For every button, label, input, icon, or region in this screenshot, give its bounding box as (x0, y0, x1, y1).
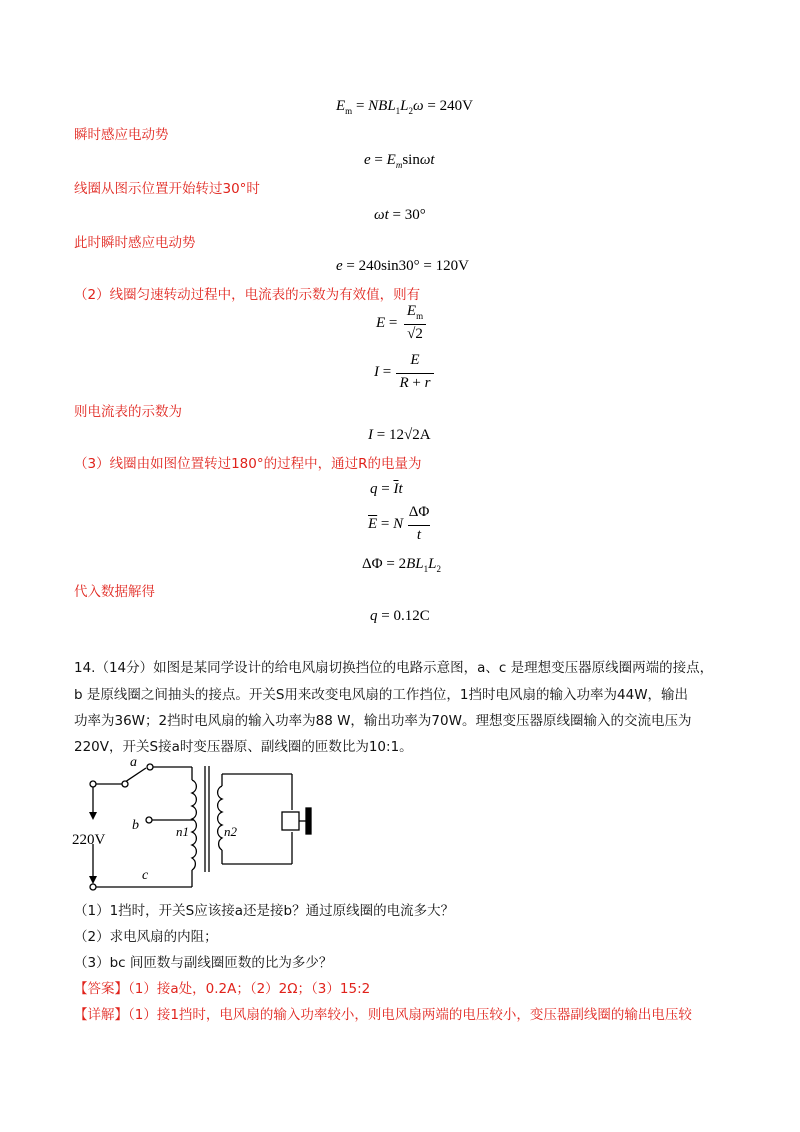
circuit-diagram (66, 752, 326, 892)
q14-detail: 【详解】（1）接1挡时，电风扇的输入功率较小，则电风扇两端的电压较小，变压器副线圈的输出电压较 (74, 1007, 692, 1023)
eq-I12: I = 12√2A (368, 427, 431, 443)
eq-wt: ωt = 30° (374, 207, 426, 223)
q14-stem-line-1: 14.（14分）如图是某同学设计的给电风扇切换挡位的电路示意图，a、c 是理想变压器原线圈两端的接点， (74, 660, 714, 676)
text-rotate-30: 线圈从图示位置开始转过30°时 (74, 181, 260, 197)
q14-sub-2: （2）求电风扇的内阻； (74, 929, 218, 945)
label-n1: n1 (176, 824, 189, 839)
eq-Ebar-fraction: $\overline{E} = N$ ΔΦ t (368, 504, 430, 543)
text-part-3: （3）线圈由如图位置转过180°的过程中，通过R的电量为 (74, 456, 422, 472)
eq-em: $E_m = NBL_1L_2\omega = 240V$ (336, 98, 473, 116)
label-b: b (132, 818, 139, 833)
eq-I-fraction: I = E R + r (374, 352, 434, 396)
eq-e: $e = E_m\sin\omega t$ (364, 152, 435, 170)
eq-q012: q = 0.12C (370, 608, 430, 624)
q14-stem-line-4: 220V，开关S接a时变压器原、副线圈的匝数比为10:1。 (74, 739, 413, 755)
text-substitute: 代入数据解得 (74, 584, 155, 600)
eq-e120: e = 240sin30° = 120V (336, 258, 469, 274)
text-ammeter: 则电流表的示数为 (74, 404, 182, 420)
eq-q: $q = \overline{I}t$ (370, 481, 403, 497)
text-now-emf: 此时瞬时感应电动势 (74, 235, 196, 251)
q14-stem-line-2: b 是原线圈之间抽头的接点。开关S用来改变电风扇的工作挡位，1挡时电风扇的输入功率为44W，输出 (74, 687, 689, 703)
label-n2: n2 (224, 824, 237, 839)
eq-E-fraction: E = $E_m$ √2 (376, 303, 436, 347)
q14-answer: 【答案】（1）接a处，0.2A；（2）2Ω；（3）15:2 (74, 981, 371, 997)
label-220v: 220V (72, 832, 106, 848)
label-c: c (142, 868, 149, 883)
text-part-2: （2）线圈匀速转动过程中，电流表的示数为有效值，则有 (74, 287, 421, 303)
q14-sub-3: （3）bc 间匝数与副线圈匝数的比为多少？ (74, 955, 333, 971)
text-instantaneous-emf: 瞬时感应电动势 (74, 127, 169, 143)
q14-sub-1: （1）1挡时，开关S应该接a还是接b？通过原线圈的电流多大？ (74, 903, 455, 919)
q14-stem-line-3: 功率为36W；2挡时电风扇的输入功率为88 W，输出功率为70W。理想变压器原线圈输入的交流电压为 (74, 713, 692, 729)
label-a: a (130, 755, 137, 770)
eq-dphi: $\Delta\Phi = 2BL_1L_2$ (362, 556, 441, 574)
